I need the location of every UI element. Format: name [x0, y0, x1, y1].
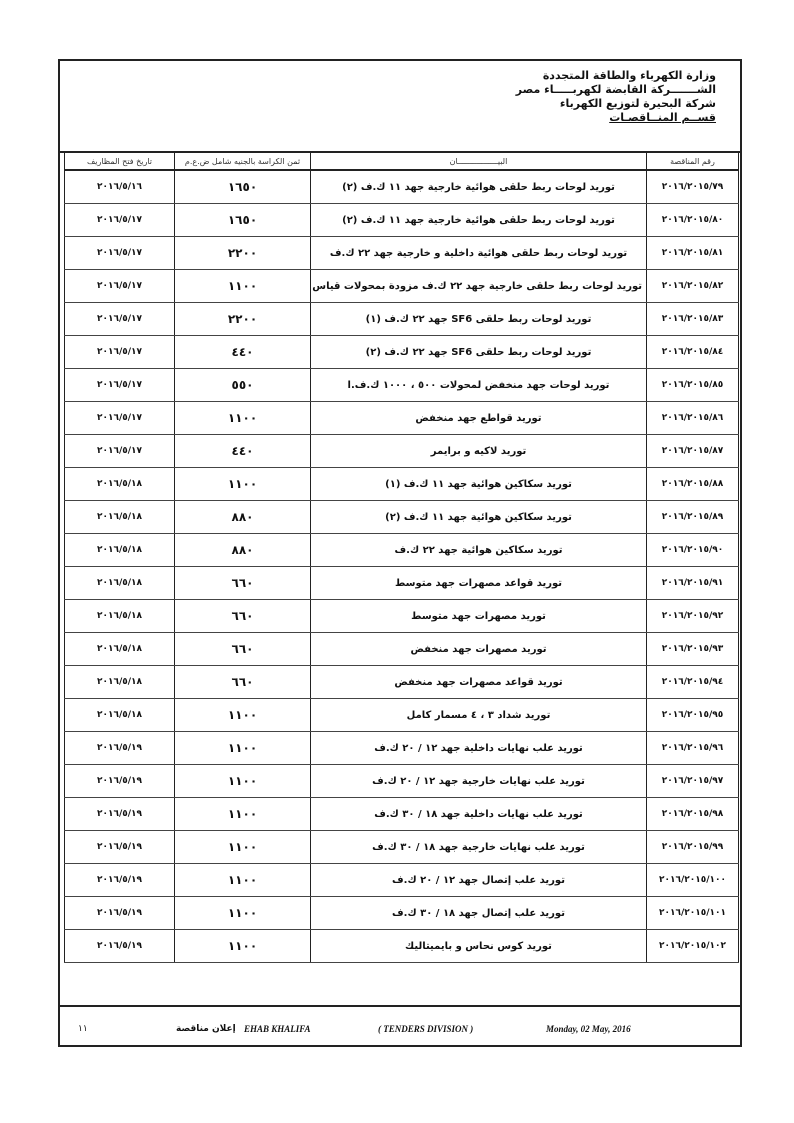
- tender-number: ٢٠١٦/٢٠١٥/٩٩: [647, 831, 739, 864]
- opening-date: ٢٠١٦/٥/١٩: [65, 831, 175, 864]
- header-opening-date: تاريخ فتح المظاريف: [65, 153, 175, 171]
- booklet-price: ٦٦٠: [175, 666, 311, 699]
- booklet-price: ٥٥٠: [175, 369, 311, 402]
- table-row: [65, 237, 739, 270]
- tender-description: توريد لوحات ربط حلقى خارجية جهد ٢٢ ك.ف مزودة بمحولات قياس: [311, 270, 647, 303]
- table-row: [65, 798, 739, 831]
- tender-number: ٢٠١٦/٢٠١٥/٧٩: [647, 170, 739, 204]
- tenders-table-body: [65, 170, 739, 963]
- tender-description: توريد سكاكين هوائية جهد ٢٢ ك.ف: [311, 534, 647, 567]
- table-row: [65, 765, 739, 798]
- booklet-price: ٨٨٠: [175, 501, 311, 534]
- tender-number: ٢٠١٦/٢٠١٥/٩١: [647, 567, 739, 600]
- booklet-price: ١١٠٠: [175, 798, 311, 831]
- tender-description: توريد علب نهايات خارجية جهد ١٢ / ٢٠ ك.ف: [311, 765, 647, 798]
- opening-date: ٢٠١٦/٥/١٧: [65, 204, 175, 237]
- tender-number: ٢٠١٦/٢٠١٥/١٠٠: [647, 864, 739, 897]
- header-price: ثمن الكراسة بالجنيه شامل ض.ع.م: [175, 153, 311, 171]
- opening-date: ٢٠١٦/٥/١٧: [65, 303, 175, 336]
- table-row: [65, 468, 739, 501]
- tender-description: توريد سكاكين هوائية جهد ١١ ك.ف (١): [311, 468, 647, 501]
- tender-number: ٢٠١٦/٢٠١٥/٨١: [647, 237, 739, 270]
- tender-number: ٢٠١٦/٢٠١٥/٨٠: [647, 204, 739, 237]
- table-row: [65, 204, 739, 237]
- booklet-price: ٦٦٠: [175, 600, 311, 633]
- tender-description: توريد مصهرات جهد متوسط: [311, 600, 647, 633]
- opening-date: ٢٠١٦/٥/١٧: [65, 237, 175, 270]
- table-row: [65, 831, 739, 864]
- table-row: [65, 897, 739, 930]
- organization-block: [516, 69, 716, 125]
- table-row: [65, 270, 739, 303]
- tender-number: ٢٠١٦/٢٠١٥/٨٥: [647, 369, 739, 402]
- booklet-price: ١١٠٠: [175, 765, 311, 798]
- opening-date: ٢٠١٦/٥/١٦: [65, 170, 175, 204]
- opening-date: ٢٠١٦/٥/١٨: [65, 666, 175, 699]
- tender-number: ٢٠١٦/٢٠١٥/٩٧: [647, 765, 739, 798]
- booklet-price: ١١٠٠: [175, 897, 311, 930]
- opening-date: ٢٠١٦/٥/١٩: [65, 930, 175, 963]
- table-header-row: [65, 153, 739, 171]
- booklet-price: ٤٤٠: [175, 435, 311, 468]
- tender-number: ٢٠١٦/٢٠١٥/٨٨: [647, 468, 739, 501]
- tender-description: توريد علب إتصال جهد ١٨ / ٣٠ ك.ف: [311, 897, 647, 930]
- letterhead: [60, 61, 740, 153]
- header-description: البيـــــــــــــــــان: [311, 153, 647, 171]
- announcement-label: إعلان مناقصة: [176, 1024, 236, 1034]
- tender-description: توريد علب إتصال جهد ١٢ / ٢٠ ك.ف: [311, 864, 647, 897]
- table-row: [65, 170, 739, 204]
- booklet-price: ٤٤٠: [175, 336, 311, 369]
- tender-description: توريد قواعد مصهرات جهد متوسط: [311, 567, 647, 600]
- tender-description: توريد قواعد مصهرات جهد منخفض: [311, 666, 647, 699]
- header-number: رقم المناقصة: [647, 153, 739, 171]
- tender-number: ٢٠١٦/٢٠١٥/٩٥: [647, 699, 739, 732]
- booklet-price: ١١٠٠: [175, 831, 311, 864]
- table-row: [65, 534, 739, 567]
- booklet-price: ١١٠٠: [175, 699, 311, 732]
- opening-date: ٢٠١٦/٥/١٩: [65, 765, 175, 798]
- opening-date: ٢٠١٦/٥/١٩: [65, 897, 175, 930]
- tender-description: توريد لاكيه و برايمر: [311, 435, 647, 468]
- tender-number: ٢٠١٦/٢٠١٥/٩٨: [647, 798, 739, 831]
- ministry-name: وزارة الكهرباء والطاقة المتجددة: [542, 69, 716, 82]
- author-name: EHAB KHALIFA: [244, 1024, 311, 1034]
- booklet-price: ٨٨٠: [175, 534, 311, 567]
- booklet-price: ١١٠٠: [175, 468, 311, 501]
- booklet-price: ١١٠٠: [175, 732, 311, 765]
- table-row: [65, 633, 739, 666]
- table-row: [65, 666, 739, 699]
- tender-number: ٢٠١٦/٢٠١٥/٨٣: [647, 303, 739, 336]
- booklet-price: ١١٠٠: [175, 402, 311, 435]
- table-row: [65, 435, 739, 468]
- tender-number: ٢٠١٦/٢٠١٥/٩٦: [647, 732, 739, 765]
- tender-description: توريد لوحات جهد منخفض لمحولات ٥٠٠ ، ١٠٠٠ ك.ف.ا: [311, 369, 647, 402]
- tender-description: توريد قواطع جهد منخفض: [311, 402, 647, 435]
- tender-description: توريد علب نهايات خارجية جهد ١٨ / ٣٠ ك.ف: [311, 831, 647, 864]
- opening-date: ٢٠١٦/٥/١٨: [65, 699, 175, 732]
- opening-date: ٢٠١٦/٥/١٨: [65, 501, 175, 534]
- table-row: [65, 864, 739, 897]
- booklet-price: ٦٦٠: [175, 567, 311, 600]
- tender-number: ٢٠١٦/٢٠١٥/٨٤: [647, 336, 739, 369]
- booklet-price: ٢٢٠٠: [175, 303, 311, 336]
- opening-date: ٢٠١٦/٥/١٨: [65, 468, 175, 501]
- tender-number: ٢٠١٦/٢٠١٥/١٠٢: [647, 930, 739, 963]
- opening-date: ٢٠١٦/٥/١٧: [65, 402, 175, 435]
- opening-date: ٢٠١٦/٥/١٨: [65, 600, 175, 633]
- booklet-price: ١١٠٠: [175, 270, 311, 303]
- tender-description: توريد لوحات ربط حلقى SF6 جهد ٢٢ ك.ف (١): [311, 303, 647, 336]
- opening-date: ٢٠١٦/٥/١٨: [65, 633, 175, 666]
- booklet-price: ٢٢٠٠: [175, 237, 311, 270]
- table-row: [65, 600, 739, 633]
- page-number: ١١: [78, 1024, 88, 1034]
- tender-description: توريد لوحات ربط حلقى SF6 جهد ٢٢ ك.ف (٢): [311, 336, 647, 369]
- booklet-price: ١٦٥٠: [175, 170, 311, 204]
- opening-date: ٢٠١٦/٥/١٩: [65, 798, 175, 831]
- tender-description: توريد لوحات ربط حلقى هوائية داخلية و خارجية جهد ٢٢ ك.ف: [311, 237, 647, 270]
- table-row: [65, 336, 739, 369]
- tender-number: ٢٠١٦/٢٠١٥/٩٣: [647, 633, 739, 666]
- booklet-price: ١١٠٠: [175, 930, 311, 963]
- tender-description: توريد سكاكين هوائية جهد ١١ ك.ف (٢): [311, 501, 647, 534]
- opening-date: ٢٠١٦/٥/١٨: [65, 534, 175, 567]
- booklet-price: ١١٠٠: [175, 864, 311, 897]
- tender-number: ٢٠١٦/٢٠١٥/٨٦: [647, 402, 739, 435]
- tender-description: توريد مصهرات جهد منخفض: [311, 633, 647, 666]
- table-row: [65, 369, 739, 402]
- table-row: [65, 699, 739, 732]
- tender-description: توريد علب نهايات داخلية جهد ١٢ / ٢٠ ك.ف: [311, 732, 647, 765]
- table-row: [65, 930, 739, 963]
- company-name: شركة البحيرة لتوزيع الكهرباء: [559, 97, 716, 110]
- tender-description: توريد لوحات ربط حلقى هوائية خارجية جهد ١١ ك.ف (٢): [311, 170, 647, 204]
- tender-number: ٢٠١٦/٢٠١٥/٩٢: [647, 600, 739, 633]
- tender-number: ٢٠١٦/٢٠١٥/١٠١: [647, 897, 739, 930]
- opening-date: ٢٠١٦/٥/١٧: [65, 435, 175, 468]
- opening-date: ٢٠١٦/٥/١٨: [65, 567, 175, 600]
- tender-number: ٢٠١٦/٢٠١٥/٨٧: [647, 435, 739, 468]
- tender-number: ٢٠١٦/٢٠١٥/٨٩: [647, 501, 739, 534]
- opening-date: ٢٠١٦/٥/١٩: [65, 732, 175, 765]
- holding-company-name: الشـــــــركة القابضة لكهربـــــاء مصر: [515, 83, 716, 96]
- opening-date: ٢٠١٦/٥/١٧: [65, 336, 175, 369]
- table-row: [65, 567, 739, 600]
- department-name: قســم المنــاقصـات: [609, 111, 716, 124]
- table-row: [65, 303, 739, 336]
- opening-date: ٢٠١٦/٥/١٩: [65, 864, 175, 897]
- footer-date: Monday, 02 May, 2016: [546, 1024, 631, 1034]
- tender-description: توريد كوس نحاس و بايميتاليك: [311, 930, 647, 963]
- table-row: [65, 501, 739, 534]
- tender-number: ٢٠١٦/٢٠١٥/٩٤: [647, 666, 739, 699]
- table-row: [65, 402, 739, 435]
- opening-date: ٢٠١٦/٥/١٧: [65, 369, 175, 402]
- tender-description: توريد علب نهايات داخلية جهد ١٨ / ٣٠ ك.ف: [311, 798, 647, 831]
- division-name: ( TENDERS DIVISION ): [378, 1024, 474, 1034]
- opening-date: ٢٠١٦/٥/١٧: [65, 270, 175, 303]
- booklet-price: ١٦٥٠: [175, 204, 311, 237]
- tender-description: توريد لوحات ربط حلقى هوائية خارجية جهد ١١ ك.ف (٢): [311, 204, 647, 237]
- page-footer: [60, 1005, 740, 1045]
- table-row: [65, 732, 739, 765]
- tender-number: ٢٠١٦/٢٠١٥/٩٠: [647, 534, 739, 567]
- tenders-table: [64, 152, 739, 963]
- tender-number: ٢٠١٦/٢٠١٥/٨٢: [647, 270, 739, 303]
- tender-description: توريد شداد ٣ ، ٤ مسمار كامل: [311, 699, 647, 732]
- booklet-price: ٦٦٠: [175, 633, 311, 666]
